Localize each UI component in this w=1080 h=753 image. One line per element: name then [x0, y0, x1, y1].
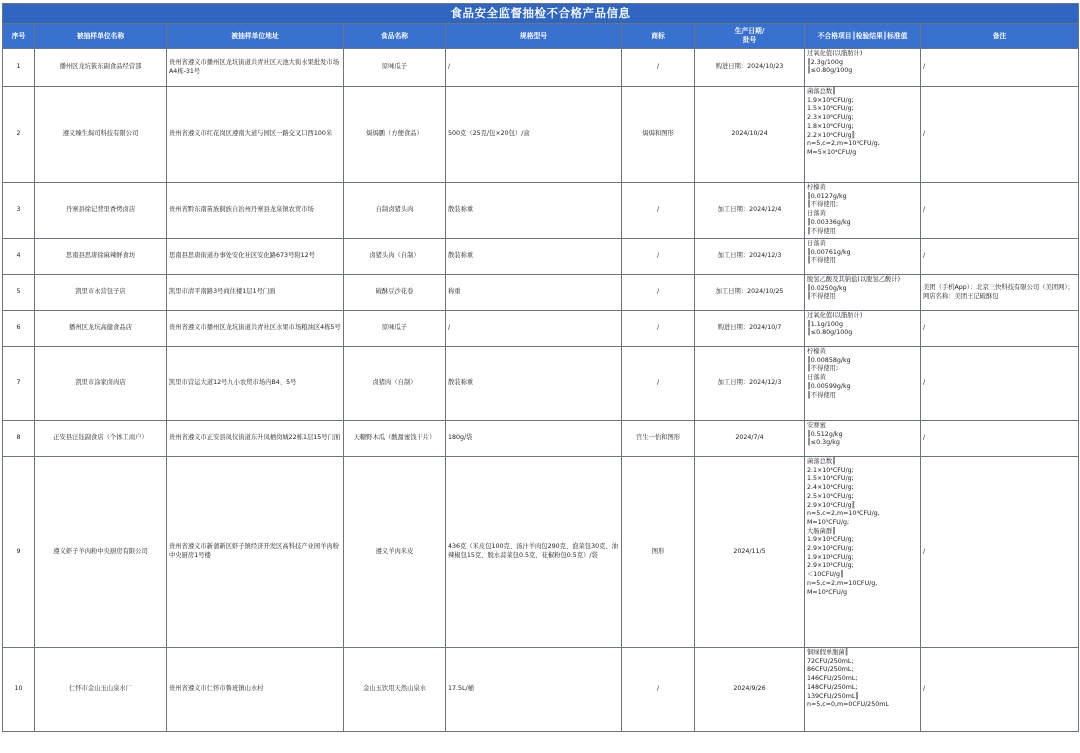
- unqualified-products-table: [2, 3, 1079, 732]
- cell-unit-name: 凯里市永营包子店: [35, 275, 167, 311]
- result-line: M=5×10⁴CFU/g: [807, 148, 857, 156]
- cell-spec: 称重: [446, 275, 622, 311]
- cell-spec: 436克（米皮包100克、汤汁羊肉包290克、泡菜包30克、油辣椒包15克、脱水蒜菜包0.5克、花椒粉包0.5克）/袋: [446, 457, 622, 648]
- cell-spec: 散装称重: [446, 183, 622, 239]
- cell-result: [805, 49, 921, 87]
- table-row: [3, 275, 1079, 311]
- cell-production-date: 加工日期：2024/12/4: [695, 183, 805, 239]
- result-line: M=10²CFU/g: [807, 588, 847, 596]
- cell-unit-address: 思南县思唐街道办事处安化社区安化路673号附12号: [167, 239, 344, 275]
- result-line: ║0.0127g/kg: [807, 192, 847, 200]
- result-line: ║0.00761g/kg: [807, 248, 851, 256]
- cell-food-name: 破酥豆沙花卷: [344, 275, 446, 311]
- cell-remark: /: [921, 183, 1079, 239]
- result-line: 过氧化值(以脂肪计): [807, 50, 863, 57]
- cell-brand: 宫生一怡和图形: [622, 421, 695, 457]
- result-line: M=10⁵CFU/g;: [807, 518, 850, 526]
- result-line: 铜绿假单胞菌║: [807, 649, 849, 656]
- cell-remark: /: [921, 648, 1079, 732]
- result-line: 2.2×10⁶CFU/g║: [807, 131, 856, 139]
- cell-unit-name: 思南县思唐徐麻辣鲜食坊: [35, 239, 167, 275]
- result-line: ║不得使用: [807, 257, 836, 265]
- cell-unit-address: 凯里市清平南路3号商住楼1层1号门面: [167, 275, 344, 311]
- cell-brand: /: [622, 311, 695, 347]
- cell-remark: /: [921, 421, 1079, 457]
- cell-unit-address: 贵州省遵义市红花岗区遵南大道与园区一路交叉口西100米: [167, 87, 344, 183]
- cell-no: 7: [3, 347, 35, 421]
- cell-no: 1: [3, 49, 35, 87]
- cell-unit-name: 凯里市涂家卤肉店: [35, 347, 167, 421]
- table-row: [3, 87, 1079, 183]
- result-line: 日落黄: [807, 240, 826, 247]
- col-header-result: 不合格项目║检验结果║标准值: [805, 24, 921, 49]
- result-line: ║≤0.80g/100g: [807, 329, 853, 337]
- result-line: 2.3×10⁶CFU/g;: [807, 114, 854, 122]
- result-line: ║不得使用: [807, 391, 836, 399]
- cell-unit-address: 贵州省遵义市正安县凤仪街道东升凤栖岗城22栋1层15号门面: [167, 421, 344, 457]
- cell-no: 10: [3, 648, 35, 732]
- cell-remark: /: [921, 311, 1079, 347]
- cell-result: [805, 457, 921, 648]
- cell-production-date: 2024/7/4: [695, 421, 805, 457]
- cell-brand: 图形: [622, 457, 695, 648]
- table-row: [3, 421, 1079, 457]
- result-line: 148CFU/250mL;: [807, 683, 858, 691]
- cell-spec: 散装称重: [446, 347, 622, 421]
- cell-food-name: 卤猪头肉（自制）: [344, 239, 446, 275]
- result-line: 2.1×10⁴CFU/g;: [807, 466, 854, 474]
- result-line: ║≤0.80g/100g: [807, 67, 853, 75]
- header-row: [3, 24, 1079, 49]
- result-line: ║1.1g/100g: [807, 320, 843, 328]
- col-header-food-name: 食品名称: [344, 24, 446, 49]
- cell-unit-address: 贵州省黔东南苗族侗族自治州丹寨县龙泉镇农贸市场: [167, 183, 344, 239]
- cell-brand: /: [622, 648, 695, 732]
- result-line: 安赛蜜: [807, 422, 826, 429]
- result-line: ║0.00336g/kg: [807, 218, 851, 226]
- result-line: 2.9×10⁴CFU/g║: [807, 501, 856, 509]
- result-line: ＜10CFU/g║: [807, 571, 844, 579]
- cell-no: 8: [3, 421, 35, 457]
- cell-result: [805, 347, 921, 421]
- result-line: n=5,c=2,m=10⁴CFU/g,: [807, 510, 880, 518]
- table-row: [3, 49, 1079, 87]
- cell-unit-address: 贵州省遵义市播州区龙坑街道共青社区天池大街水果批发市场A4栋-31号: [167, 49, 344, 87]
- result-line: ║0.0250g/kg: [807, 284, 847, 292]
- table-row: [3, 457, 1079, 648]
- cell-result: [805, 275, 921, 311]
- cell-spec: /: [446, 49, 622, 87]
- cell-result: [805, 421, 921, 457]
- result-line: 2.9×10²CFU/g;: [807, 562, 854, 570]
- report-sheet: [2, 3, 1078, 732]
- cell-unit-address: 贵州省遵义市仁怀市鲁班镇山水村: [167, 648, 344, 732]
- table-row: [3, 347, 1079, 421]
- cell-unit-name: 丹寨县徐记背里香烤卤店: [35, 183, 167, 239]
- cell-production-date: 2024/9/26: [695, 648, 805, 732]
- result-line: 大肠菌群║: [807, 527, 836, 535]
- cell-food-name: 原味瓜子: [344, 311, 446, 347]
- cell-brand: /: [622, 183, 695, 239]
- cell-unit-address: 贵州省遵义市播州区龙坑街道共青社区水果市场粮油区4栋5号: [167, 311, 344, 347]
- cell-production-date: 加工日期：2024/12/3: [695, 347, 805, 421]
- cell-brand: /: [622, 49, 695, 87]
- cell-remark: /: [921, 87, 1079, 183]
- col-header-unit-name: 被抽样单位名称: [35, 24, 167, 49]
- cell-result: [805, 311, 921, 347]
- table-body: [3, 49, 1079, 732]
- result-line: 脱氢乙酸及其钠盐(以脱氢乙酸计): [807, 276, 901, 283]
- cell-no: 9: [3, 457, 35, 648]
- table-title: 食品安全监督抽检不合格产品信息: [3, 4, 1079, 24]
- cell-spec: /: [446, 311, 622, 347]
- cell-remark: /: [921, 457, 1079, 648]
- col-header-brand: 商标: [622, 24, 695, 49]
- cell-food-name: 自制卤猪头肉: [344, 183, 446, 239]
- result-line: ║不得使用;: [807, 201, 839, 209]
- cell-food-name: 金山玉饮用天然山泉水: [344, 648, 446, 732]
- cell-unit-address: 凯里市营运大道12号九小农贸市场内B4、5号: [167, 347, 344, 421]
- result-line: ║不得使用: [807, 227, 836, 235]
- col-header-unit-address: 被抽样单位地址: [167, 24, 344, 49]
- cell-brand: /: [622, 239, 695, 275]
- result-line: ║0.00599g/kg: [807, 382, 851, 390]
- table-row: [3, 183, 1079, 239]
- result-line: 1.9×10²CFU/g;: [807, 553, 854, 561]
- result-line: 2.5×10⁴CFU/g;: [807, 492, 854, 500]
- cell-production-date: 加工日期：2024/12/3: [695, 239, 805, 275]
- result-line: 1.5×10⁶CFU/g;: [807, 105, 854, 113]
- result-line: 日落黄: [807, 210, 826, 218]
- result-line: ║不得使用;: [807, 365, 839, 373]
- result-line: 146CFU/250mL;: [807, 675, 858, 683]
- result-line: n=5,c=2,m=10³CFU/g,: [807, 140, 880, 148]
- result-line: 柠檬黄: [807, 184, 826, 191]
- result-line: ║0.512g/kg: [807, 430, 843, 438]
- result-line: ║不得使用: [807, 293, 836, 301]
- cell-no: 5: [3, 275, 35, 311]
- result-line: 菌落总数║: [807, 458, 836, 465]
- col-header-remark: 备注: [921, 24, 1079, 49]
- result-line: 2.9×10²CFU/g;: [807, 545, 854, 553]
- cell-result: [805, 183, 921, 239]
- cell-production-date: 2024/10/24: [695, 87, 805, 183]
- result-line: ║≤0.3g/kg: [807, 439, 840, 447]
- cell-brand: 焗焗和图形: [622, 87, 695, 183]
- cell-unit-name: 遵义虾子羊肉粉中央厨房有限公司: [35, 457, 167, 648]
- result-line: 1.5×10⁴CFU/g;: [807, 475, 854, 483]
- cell-food-name: 焗焗鹏（方便食品）: [344, 87, 446, 183]
- result-line: 139CFU/250mL║: [807, 692, 860, 700]
- result-line: 过氧化值(以脂肪计): [807, 312, 863, 319]
- cell-production-date: 购进日期：2024/10/7: [695, 311, 805, 347]
- result-line: n=5,c=0,m=0CFU/250mL: [807, 701, 889, 709]
- cell-food-name: 卤猪肉（自制）: [344, 347, 446, 421]
- cell-no: 4: [3, 239, 35, 275]
- cell-production-date: 购进日期：2024/10/23: [695, 49, 805, 87]
- cell-spec: 17.5L/桶: [446, 648, 622, 732]
- cell-no: 3: [3, 183, 35, 239]
- cell-remark: /: [921, 239, 1079, 275]
- result-line: 2.4×10⁴CFU/g;: [807, 484, 854, 492]
- cell-result: [805, 239, 921, 275]
- result-line: ║2.3g/100g: [807, 58, 843, 66]
- col-header-no: 序号: [3, 24, 35, 49]
- cell-production-date: 2024/11/5: [695, 457, 805, 648]
- result-line: 72CFU/250mL;: [807, 657, 854, 665]
- cell-result: [805, 87, 921, 183]
- cell-spec: 散装称重: [446, 239, 622, 275]
- cell-remark: 美团（手机App）：北京三快科技有限公司（美团网）；网店名称：美团王记破酥包: [921, 275, 1079, 311]
- cell-production-date: 加工日期：2024/10/25: [695, 275, 805, 311]
- result-line: 菌落总数║: [807, 88, 836, 95]
- cell-result: [805, 648, 921, 732]
- cell-brand: /: [622, 275, 695, 311]
- cell-spec: 500克（25克/包×20包）/盒: [446, 87, 622, 183]
- cell-food-name: 原味瓜子: [344, 49, 446, 87]
- cell-unit-address: 贵州省遵义市新蒲新区虾子镇经济开发区高科技产业园羊肉粉中央厨房1号楼: [167, 457, 344, 648]
- table-row: [3, 311, 1079, 347]
- table-row: [3, 239, 1079, 275]
- result-line: n=5,c=2,m=10CFU/g,: [807, 579, 878, 587]
- col-header-production-date: 生产日期/ 批号: [695, 24, 805, 49]
- col-header-spec: 规格型号: [446, 24, 622, 49]
- table-row: [3, 648, 1079, 732]
- cell-unit-name: 正安县汪钰副食店（个体工商户）: [35, 421, 167, 457]
- cell-unit-name: 播州区龙坑高健食品店: [35, 311, 167, 347]
- cell-brand: /: [622, 347, 695, 421]
- cell-unit-name: 仁怀市金山玉山泉水厂: [35, 648, 167, 732]
- cell-no: 6: [3, 311, 35, 347]
- result-line: 日落黄: [807, 374, 826, 382]
- cell-remark: /: [921, 347, 1079, 421]
- cell-spec: 180g/袋: [446, 421, 622, 457]
- cell-unit-name: 遵义臻生焗司科技有限公司: [35, 87, 167, 183]
- result-line: ║0.00858g/kg: [807, 356, 851, 364]
- result-line: 86CFU/250mL;: [807, 666, 854, 674]
- cell-unit-name: 播州区龙坑筱东副食品经营部: [35, 49, 167, 87]
- result-line: 柠檬黄: [807, 348, 826, 355]
- cell-food-name: 遵义羊肉米皮: [344, 457, 446, 648]
- result-line: 1.9×10²CFU/g;: [807, 536, 854, 544]
- result-line: 1.8×10⁶CFU/g;: [807, 122, 854, 130]
- result-line: 1.9×10⁶CFU/g;: [807, 96, 854, 104]
- cell-no: 2: [3, 87, 35, 183]
- cell-food-name: 天糖野木瓜（酸甜蜜饯干片）: [344, 421, 446, 457]
- cell-remark: /: [921, 49, 1079, 87]
